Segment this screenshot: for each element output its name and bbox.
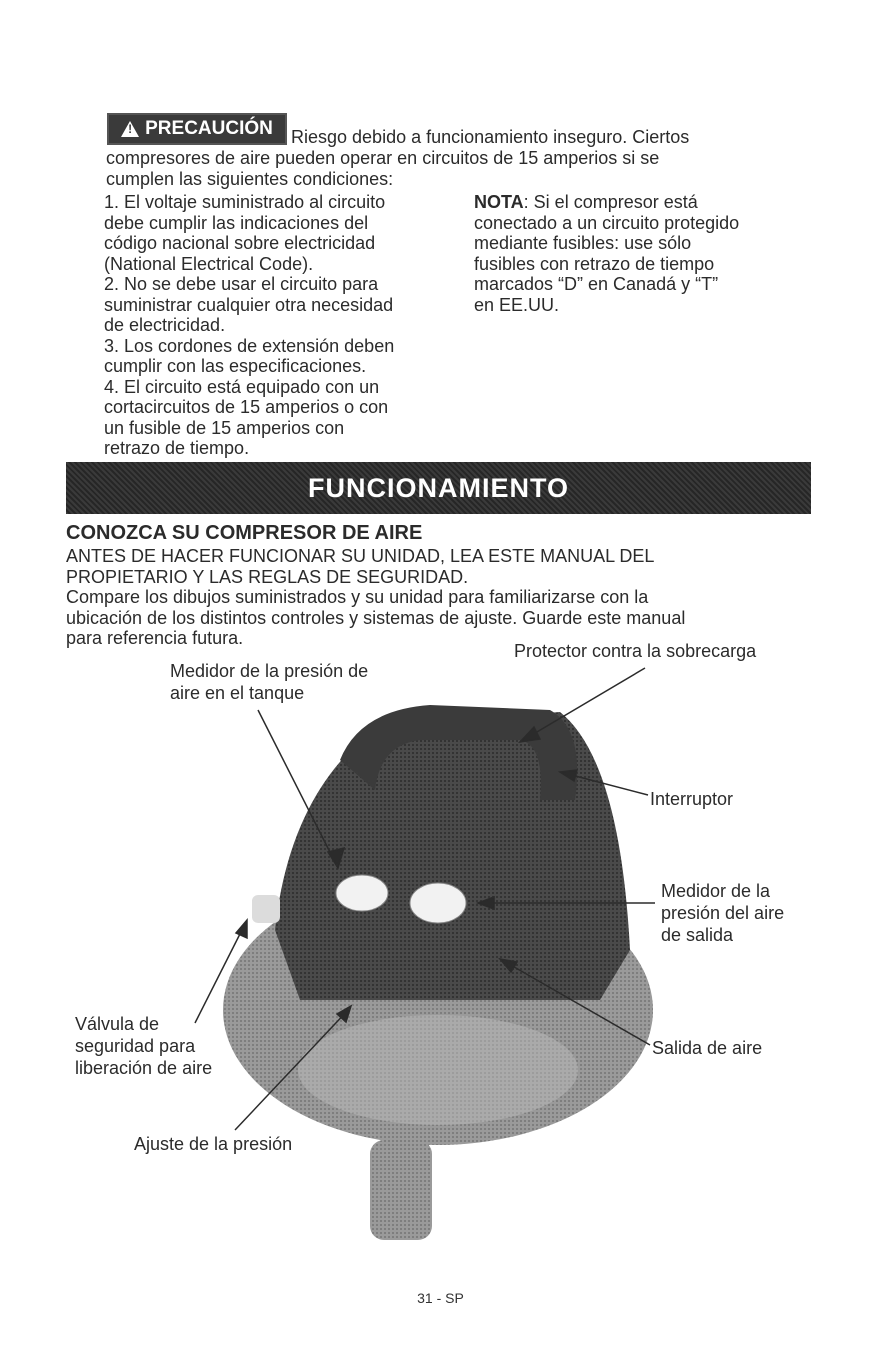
warning-triangle-icon <box>121 121 139 137</box>
banner-title: FUNCIONAMIENTO <box>308 472 569 503</box>
condition-line: (National Electrical Code). <box>104 253 314 274</box>
nota-line: en EE.UU. <box>474 294 560 315</box>
callout-line: seguridad para <box>75 1036 196 1056</box>
nota-line: mediante fusibles: use sólo <box>474 233 692 253</box>
callout-safety-valve <box>75 1013 212 1079</box>
condition-line: código nacional sobre electricidad <box>104 233 376 253</box>
safety-valve <box>252 895 280 923</box>
nota-line: marcados “D” en Canadá y “T” <box>474 274 719 294</box>
page-number: 31 - SP <box>417 1290 464 1306</box>
callout-line: aire en el tanque <box>170 683 305 703</box>
caution-text-line2: compresores de aire pueden operar en circuitos de 15 amperios si se <box>106 148 660 168</box>
callout-tank-gauge <box>170 660 368 704</box>
callout-air-outlet <box>652 1037 762 1059</box>
paragraph-line: Compare los dibujos suministrados y su unidad para familiarizarse con la <box>66 587 649 607</box>
conditions-list <box>104 192 394 459</box>
callout-pressure-adjust <box>134 1133 292 1155</box>
compressor-body <box>275 712 630 1000</box>
callout-line: Medidor de la presión de <box>170 661 369 681</box>
callout-overload <box>514 640 756 662</box>
section-paragraph <box>66 546 685 649</box>
paragraph-line: ANTES DE HACER FUNCIONAR SU UNIDAD, LEA ESTE MANUAL DEL <box>66 546 655 566</box>
condition-line: cumplir con las especificaciones. <box>104 356 367 376</box>
nota-text: : Si el compresor está <box>523 192 698 212</box>
paragraph-line: PROPIETARIO Y LAS REGLAS DE SEGURIDAD. <box>66 566 469 587</box>
condition-line: de electricidad. <box>104 315 226 335</box>
leader-overload <box>520 668 645 742</box>
callout-line: Medidor de la <box>661 881 771 901</box>
paragraph-line: para referencia futura. <box>66 628 244 648</box>
condition-line: retrazo de tiempo. <box>104 438 250 458</box>
nota-line: fusibles con retrazo de tiempo <box>474 253 715 274</box>
nota-first-line <box>474 192 739 213</box>
section-banner <box>66 462 811 514</box>
nota-label: NOTA <box>474 192 524 212</box>
callout-line: Interruptor <box>650 789 734 809</box>
callout-switch <box>650 788 733 810</box>
nota-block <box>474 192 739 315</box>
condition-line: 1. El voltaje suministrado al circuito <box>104 192 386 212</box>
caution-badge <box>107 113 287 145</box>
paragraph-line: ubicación de los distintos controles y sistemas de ajuste. Guarde este manual <box>66 607 686 628</box>
callout-outlet-gauge <box>661 880 784 946</box>
tank-highlight <box>298 1015 578 1125</box>
callout-line: Salida de aire <box>652 1038 763 1058</box>
condition-line: suministrar cualquier otra necesidad <box>104 294 394 315</box>
condition-line: un fusible de 15 amperios con <box>104 417 345 438</box>
tank-pressure-gauge <box>336 875 388 911</box>
callout-line: Válvula de <box>75 1014 160 1034</box>
section-heading: CONOZCA SU COMPRESOR DE AIRE <box>66 522 423 544</box>
nota-line: conectado a un circuito protegido <box>474 212 740 233</box>
caution-text-line1: Riesgo debido a funcionamiento inseguro. Ciertos <box>291 127 690 147</box>
callout-line: presión del aire <box>661 903 785 923</box>
compressor-foot <box>370 1140 432 1240</box>
caution-text-line3: cumplen las siguientes condiciones: <box>106 169 394 189</box>
condition-line: 3. Los cordones de extensión deben <box>104 335 395 356</box>
condition-line: 2. No se debe usar el circuito para <box>104 274 379 294</box>
caution-badge-label: PRECAUCIÓN <box>145 118 273 139</box>
compressor-illustration <box>0 640 881 1270</box>
outlet-pressure-gauge <box>410 883 466 923</box>
callout-line: Ajuste de la presión <box>134 1134 293 1154</box>
callout-line: liberación de aire <box>75 1058 213 1078</box>
callout-line: Protector contra la sobrecarga <box>514 641 757 661</box>
condition-line: 4. El circuito está equipado con un <box>104 376 380 397</box>
condition-line: debe cumplir las indicaciones del <box>104 212 369 233</box>
condition-line: cortacircuitos de 15 amperios o con <box>104 397 389 417</box>
callout-line: de salida <box>661 925 734 945</box>
